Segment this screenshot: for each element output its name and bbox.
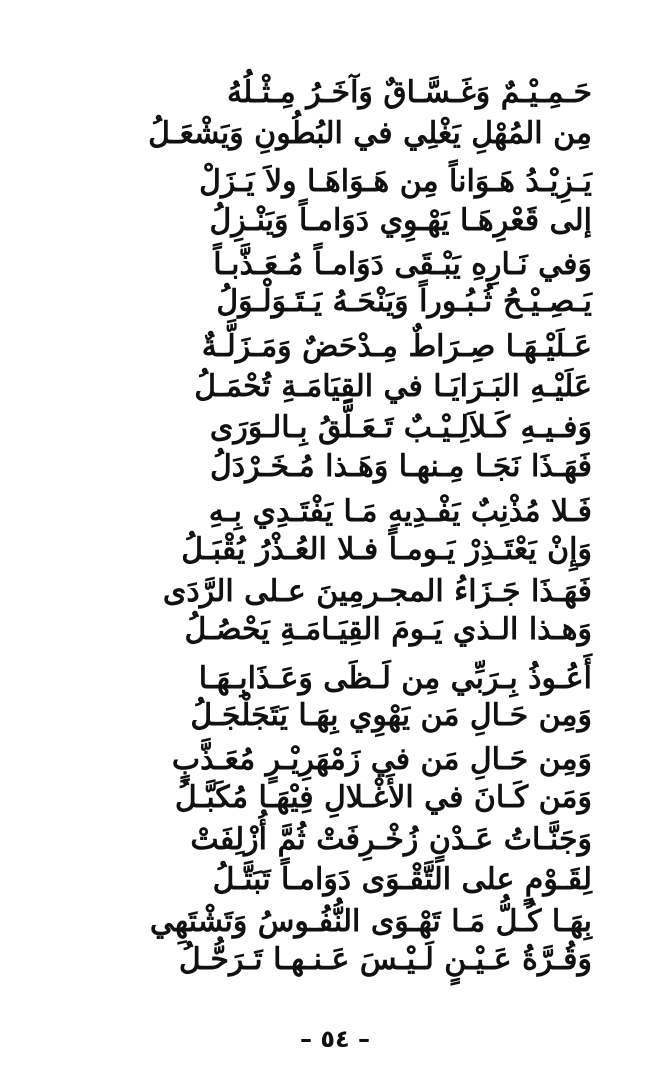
verse-line: وَمَن كَـانَ في الأَغْـلالِ فِيْهَـا مُكَبَّـلُ bbox=[174, 780, 592, 815]
verse-line: إلى قَعْرِهَـا يَهْـوِي دَوَامـاً وَيَنْـزِلُ bbox=[209, 203, 592, 238]
verse-line: عَـلَيْـهَـا صِـرَاطٌ مِـدْحَضٌ وَمَـزَلَّـةٌ bbox=[201, 329, 592, 364]
verse-line: حَـمِـيْـمٌ وَغَـسَّـاقٌ وَآخَـرُ مِـثْـلُهُ bbox=[227, 75, 592, 110]
verse-line: يَـصِـيْـحُ ثُـبُـوراً وَيَنْحَـهُ يَـتَـوَلْـوَلُ bbox=[216, 284, 592, 319]
verse-line: وَجَنَّـاتُ عَـدْنٍ زُخْـرِفَتْ ثُمَّ أُزْلِفَتْ bbox=[190, 822, 592, 857]
verse-line: وَمِن حَـالِ مَن في زَمْهَرِيْـرٍ مُعَـذَّبٍ bbox=[171, 742, 592, 777]
verse-line: عَلَيْـهِ البَـرَايَـا في القِيَامَـةِ تُحْمَـلُ bbox=[194, 369, 592, 404]
verse-line: يَـزِيْـدُ هَـوَاناً مِن هَـوَاهَـا ولاَ يَـزَلْ bbox=[199, 164, 592, 199]
verse-line: وَفي نَـارِهِ يَبْـقَى دَوَامـاً مُـعَـذَّبـاً bbox=[213, 247, 592, 282]
verse-line: فَهَـذَا جَـزَاءُ المجـرمِينَ عـلى الرَّدَى bbox=[162, 574, 592, 609]
verse-line: مِن المُهْلِ يَغْلِي في البُطُونِ وَيَشْعَـلُ bbox=[148, 116, 592, 151]
verse-line: وَمِن حَـالِ مَن يَهْوِي بِهَـا يَتَجَلْجَـلُ bbox=[190, 698, 592, 733]
verse-line: لِقَـوْمٍ على التَّقْـوَى دَوَامـاً تَبَتَّـلُ bbox=[212, 862, 592, 897]
page-number: – ٥٤ – bbox=[299, 1025, 370, 1053]
verse-line: وَقُـرَّةُ عَـيْـنٍ لَـيْـسَ عَـنـهـا تَـرَحُّـلُ bbox=[178, 942, 592, 977]
verse-line: أَعُـوذُ بِـرَبِّي مِن لَـظَى وَعَـذَابِـهَـا bbox=[198, 661, 592, 696]
verse-line: فَهَـذَا نَجَـا مِـنهـا وَهَـذا مُـخَـرْدَلُ bbox=[209, 449, 592, 484]
verse-line: وَهـذا الـذي يَـومَ القِيَـامَـةِ يَحْصُـلُ bbox=[184, 612, 592, 647]
verse-line: فَـلا مُذْنِبٌ يَفْـدِيهِ مَـا يَفْتَـدِي بِـهِ bbox=[208, 494, 592, 529]
verse-line: وَفـيـهِ كَـلاَلِـيْـبٌ تَـعَـلَّقُ بِـالـوَرَى bbox=[209, 410, 592, 445]
verse-line: وَإِنْ يَعْتَـذِرْ يَـومـاً فـلا العُـذْرُ يُقْبَـلُ bbox=[181, 532, 592, 567]
verse-line: بِهَـا كُـلُّ مَـا تَهْـوَى النُّفُـوسُ وَتَشْتَهِي bbox=[149, 904, 592, 939]
